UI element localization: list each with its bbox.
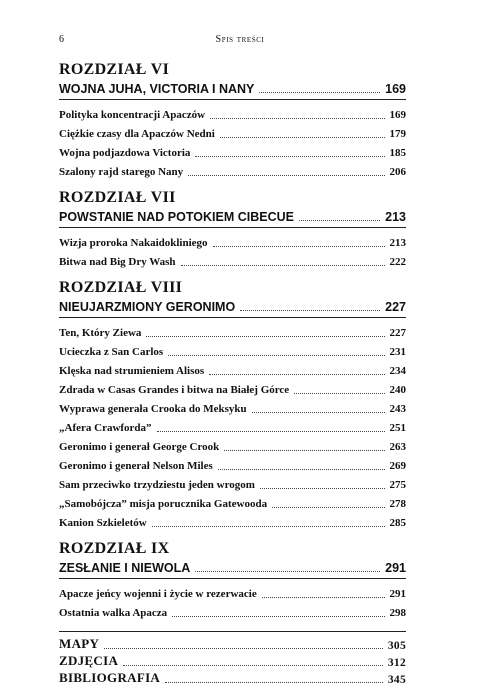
page-header [59,34,421,48]
page-ref: 285 [389,517,406,529]
toc-entry[interactable] [59,435,406,454]
page-ref: 278 [389,498,406,510]
page-ref: 227 [389,327,406,339]
page-ref: 240 [389,384,406,396]
toc-entry[interactable] [59,511,406,530]
entry-title: Szalony rajd starego Nany [59,166,184,178]
dot-leader [157,431,385,432]
page-ref: 305 [387,640,406,652]
page-ref: 263 [389,441,406,453]
dot-leader [172,616,384,617]
dot-leader [195,156,384,157]
page-ref: 222 [389,256,406,268]
page-ref: 275 [389,479,406,491]
dot-leader [224,450,384,451]
dot-leader [218,469,385,470]
page-ref: 169 [389,109,406,121]
page-ref: 243 [389,403,406,415]
toc-entry[interactable] [59,454,406,473]
page-ref: 269 [389,460,406,472]
chapter-title-row[interactable] [59,296,406,318]
chapter-9 [59,541,406,620]
entry-title: Ten, Który Ziewa [59,327,142,339]
entry-title: Ostatnia walka Apacza [59,607,168,619]
page-ref: 298 [389,607,406,619]
dot-leader [188,175,384,176]
entry-title: „Samobójcza” misja porucznika Gatewooda [59,498,268,510]
entry-title: Ucieczka z San Carlos [59,346,164,358]
running-title: Spis treści [215,34,265,45]
dot-leader [165,682,383,683]
chapter-title: ZESŁANIE I NIEWOLA [59,561,191,575]
dot-leader [252,412,385,413]
dot-leader [146,336,384,337]
toc-entry[interactable] [59,601,406,620]
dot-leader [168,355,384,356]
toc-entry[interactable] [59,492,406,511]
page-number: 6 [59,34,64,45]
page-ref: 206 [389,166,406,178]
dot-leader [240,310,380,311]
toc-entry[interactable] [59,103,406,122]
chapter-label: ROZDZIAŁ VII [59,189,176,206]
entry-title: Sam przeciwko trzydziestu jeden wrogom [59,479,255,491]
entry-title: Zdrada w Casas Grandes i bitwa na Białej Górce [59,384,290,396]
dot-leader [104,648,383,649]
dot-leader [272,507,384,508]
toc-entry[interactable] [59,321,406,340]
dot-leader [213,246,385,247]
toc-entry[interactable] [59,473,406,492]
chapter-8 [59,280,406,530]
chapter-6 [59,62,406,179]
page-ref: 231 [389,346,406,358]
entry-title: Klęska nad strumieniem Alisos [59,365,205,377]
page-ref: 291 [385,561,406,575]
backmatter-entry-bibliography[interactable] [59,669,406,686]
entry-title: MAPY [59,636,100,651]
chapter-label: ROZDZIAŁ VI [59,61,170,78]
dot-leader [294,393,384,394]
entry-title: Polityka koncentracji Apaczów [59,109,206,121]
dot-leader [260,488,385,489]
toc-entry[interactable] [59,378,406,397]
entry-title: Kanion Szkieletów [59,517,147,529]
toc-entry[interactable] [59,122,406,141]
entry-title: ZDJĘCIA [59,653,119,668]
entry-title: Wizja proroka Nakaidokliniego [59,237,208,249]
page-ref: 251 [389,422,406,434]
page-ref: 179 [389,128,406,140]
page-ref: 234 [389,365,406,377]
dot-leader [220,137,385,138]
toc-entry[interactable] [59,416,406,435]
backmatter-entry-photos[interactable] [59,652,406,669]
chapter-title: WOJNA JUHA, VICTORIA I NANY [59,82,255,96]
back-matter [59,631,406,686]
entry-title: „Afera Crawforda” [59,422,152,434]
entry-title: Wojna podjazdowa Victoria [59,147,191,159]
toc-entry[interactable] [59,397,406,416]
entry-title: Geronimo i generał George Crook [59,441,220,453]
backmatter-entry-maps[interactable] [59,635,406,652]
entry-title: Geronimo i generał Nelson Miles [59,460,213,472]
toc-entry[interactable] [59,141,406,160]
toc-entry[interactable] [59,250,406,269]
page-ref: 213 [389,237,406,249]
dot-leader [262,597,385,598]
dot-leader [299,220,380,221]
dot-leader [195,571,380,572]
page-ref: 185 [389,147,406,159]
chapter-title-row[interactable] [59,206,406,228]
chapter-title: NIEUJARZMIONY GERONIMO [59,300,236,314]
dot-leader [123,665,383,666]
dot-leader [210,118,384,119]
toc-entry[interactable] [59,340,406,359]
dot-leader [181,265,385,266]
entry-title: Ciężkie czasy dla Apaczów Nedni [59,128,215,140]
chapter-title: POWSTANIE NAD POTOKIEM CIBECUE [59,210,294,224]
page-ref: 291 [389,588,406,600]
table-of-contents [59,62,406,686]
page-ref: 345 [387,674,406,686]
page-ref: 227 [385,300,406,314]
toc-entry[interactable] [59,231,406,250]
chapter-label: ROZDZIAŁ VIII [59,279,183,296]
toc-entry[interactable] [59,582,406,601]
dot-leader [259,92,380,93]
page-ref: 213 [385,210,406,224]
chapter-label: ROZDZIAŁ IX [59,540,170,557]
page-ref: 169 [385,82,406,96]
entry-title: BIBLIOGRAFIA [59,670,161,685]
dot-leader [152,526,385,527]
entry-title: Apacze jeńcy wojenni i życie w rezerwacie [59,588,257,600]
chapter-title-row[interactable] [59,557,406,579]
entry-title: Wyprawa generała Crooka do Meksyku [59,403,247,415]
page-ref: 312 [387,657,406,669]
toc-entry[interactable] [59,359,406,378]
toc-entry[interactable] [59,160,406,179]
entry-title: Bitwa nad Big Dry Wash [59,256,176,268]
chapter-title-row[interactable] [59,78,406,100]
dot-leader [209,374,384,375]
chapter-7 [59,190,406,269]
